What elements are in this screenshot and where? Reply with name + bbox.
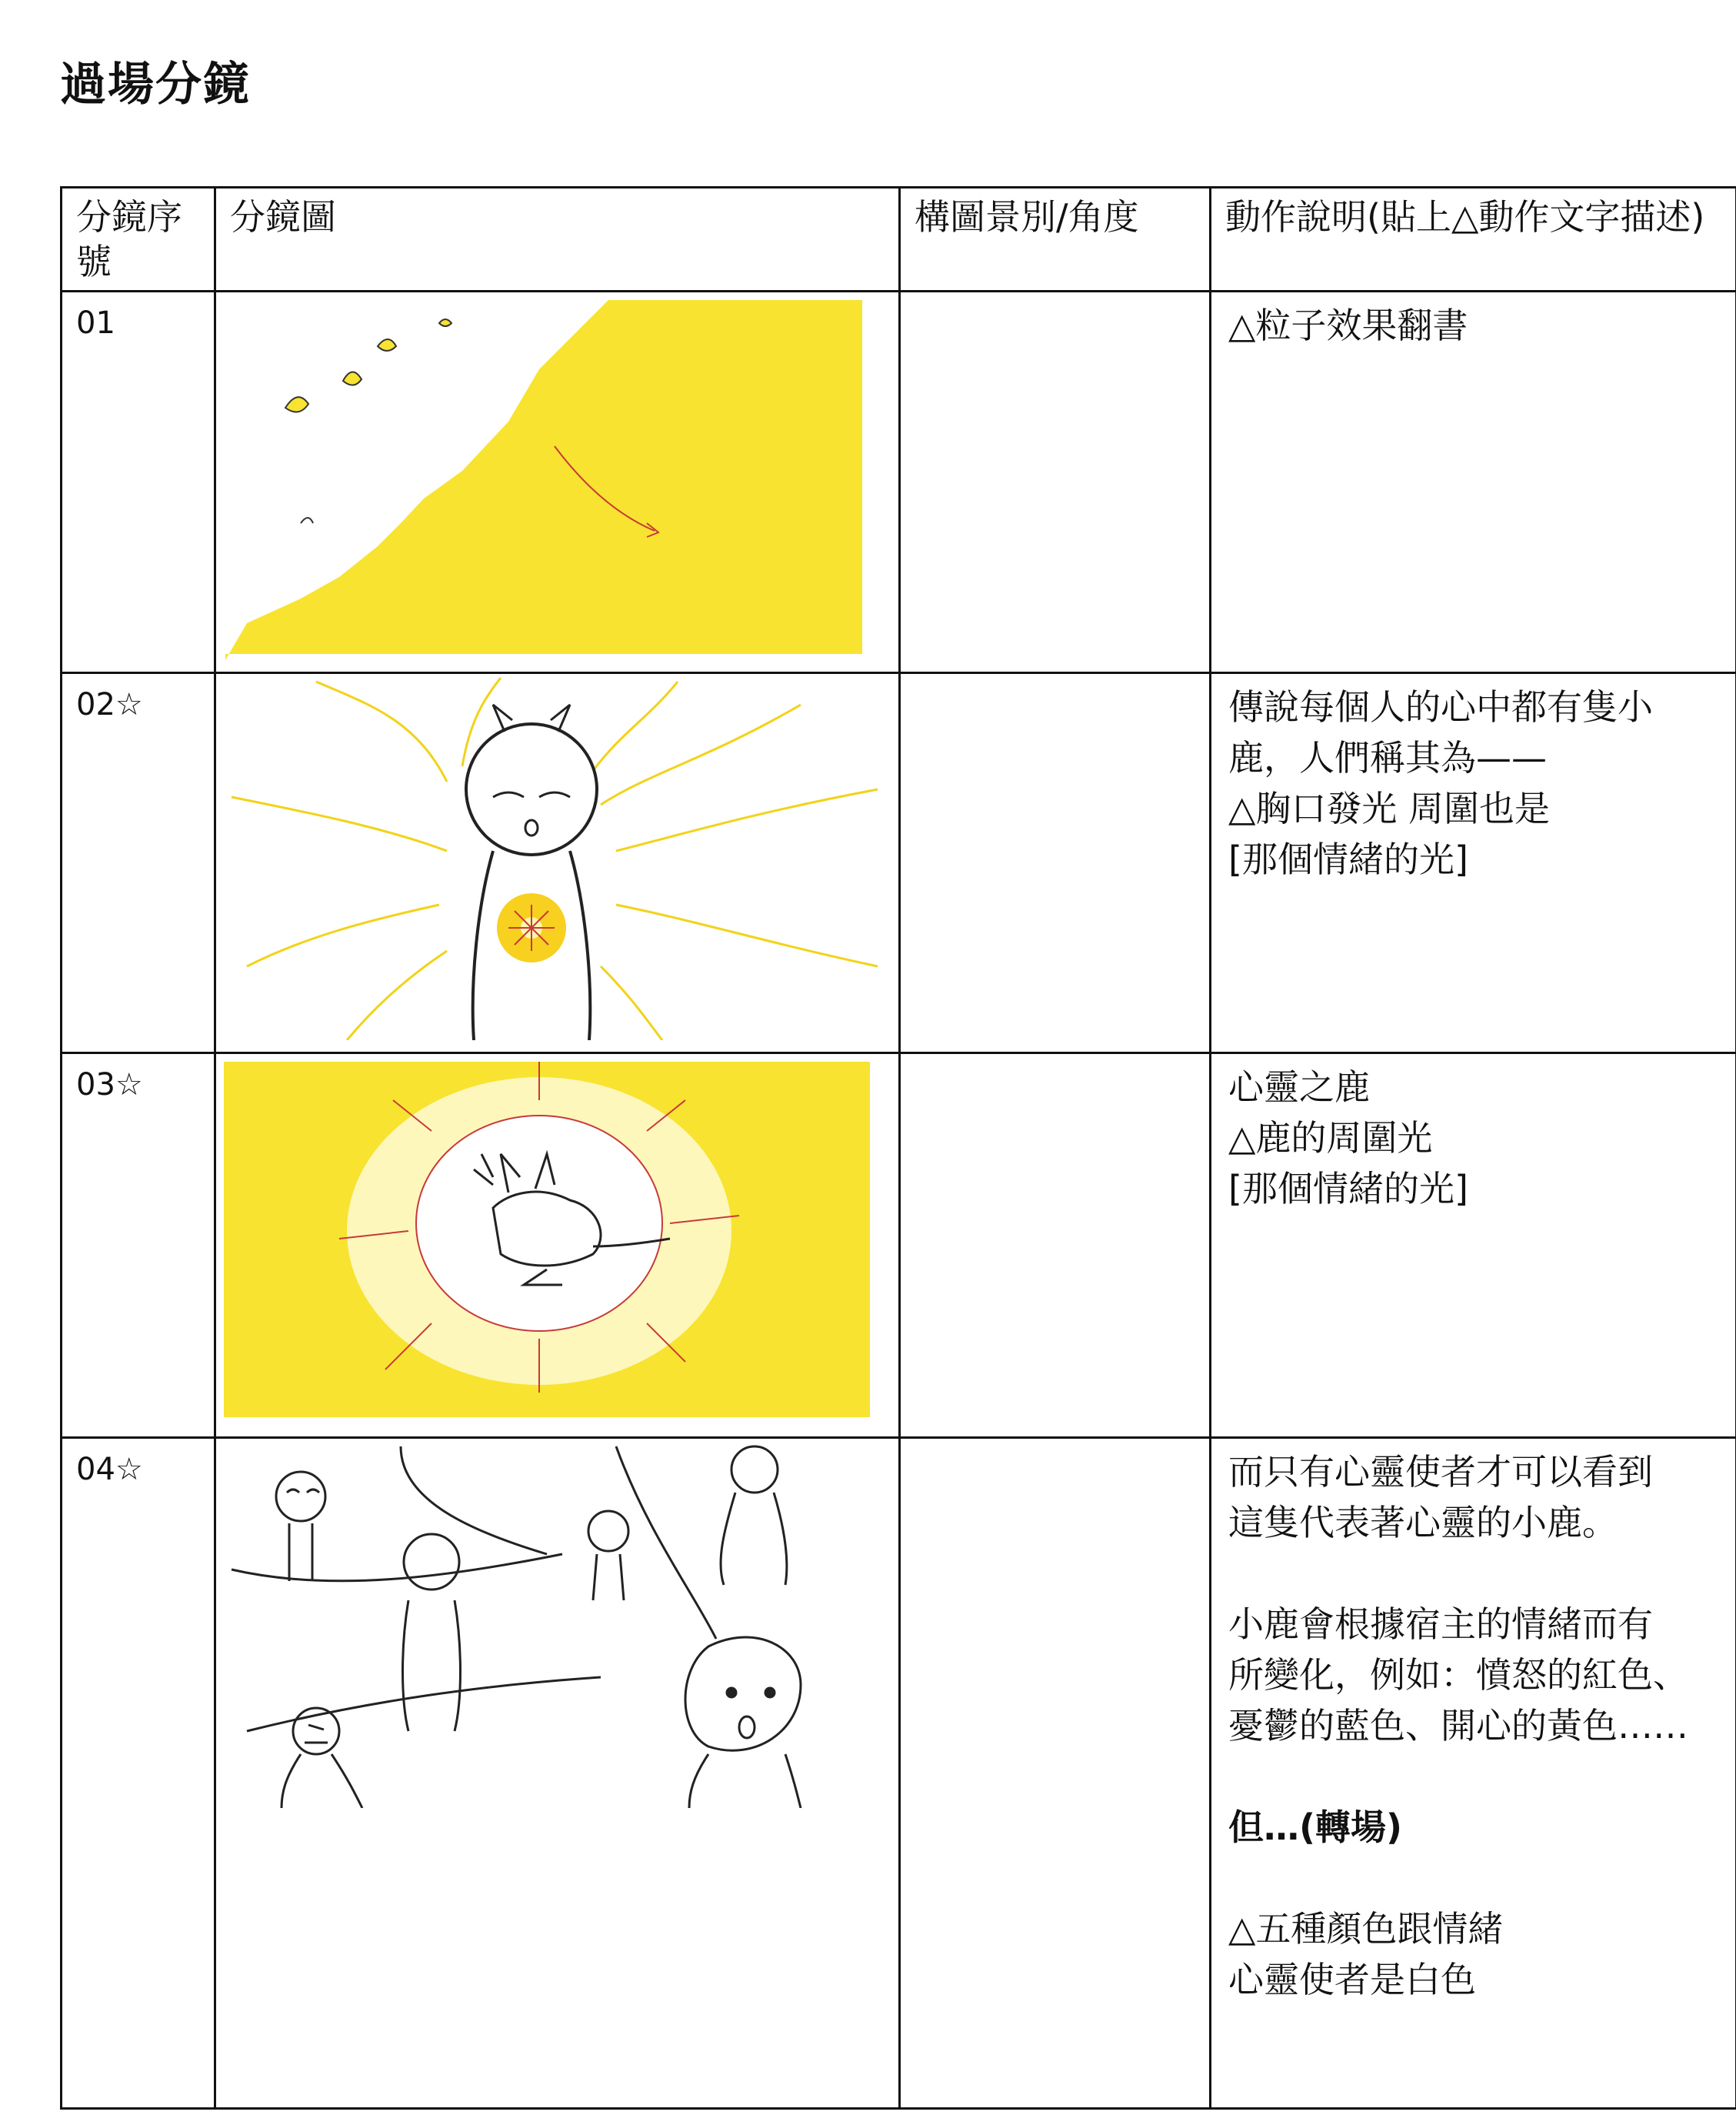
- composition-cell: [900, 1438, 1211, 2109]
- storyboard-image: [215, 292, 900, 673]
- table-row: [62, 1053, 1736, 1438]
- panel-03-sketch: [216, 1054, 879, 1425]
- action-line: △粒子效果翻書: [1228, 305, 1468, 346]
- action-cell: [1211, 1053, 1736, 1438]
- row-number: 02☆: [62, 673, 215, 1053]
- action-line: 小鹿會根據宿主的情緒而有: [1228, 1603, 1653, 1645]
- header-number: 分鏡序號: [62, 188, 215, 292]
- composition-cell: [900, 1053, 1211, 1438]
- row-number: 01: [62, 292, 215, 673]
- row-number: 04☆: [62, 1438, 215, 2109]
- action-line: △五種顏色跟情緒: [1228, 1908, 1504, 1950]
- action-line: 所變化，例如：憤怒的紅色、: [1228, 1654, 1688, 1696]
- spacer: [1228, 1853, 1718, 1903]
- action-line: 但…(轉場): [1228, 1806, 1403, 1848]
- table-row: [62, 673, 1736, 1053]
- action-cell: [1211, 673, 1736, 1053]
- action-line: △鹿的周圍光: [1228, 1117, 1433, 1159]
- header-action: 動作說明(貼上△動作文字描述): [1211, 188, 1736, 292]
- storyboard-image: [215, 673, 900, 1053]
- action-line: [那個情緒的光]: [1228, 1168, 1468, 1209]
- row-number: 03☆: [62, 1053, 215, 1438]
- storyboard-image: [215, 1438, 900, 2109]
- action-line: 這隻代表著心靈的小鹿。: [1228, 1502, 1618, 1543]
- table-row: [62, 292, 1736, 673]
- panel-02-sketch: [216, 674, 879, 1040]
- action-line: △胸口發光 周圍也是: [1228, 788, 1550, 829]
- spacer: [1228, 1751, 1718, 1802]
- action-cell: [1211, 292, 1736, 673]
- page-title: 過場分鏡: [60, 58, 251, 112]
- composition-cell: [900, 292, 1211, 673]
- spacer: [1228, 1548, 1718, 1599]
- action-line: 鹿，人們稱其為——: [1228, 737, 1547, 779]
- header-row: [62, 188, 1736, 292]
- action-line: 憂鬱的藍色、開心的黃色……: [1228, 1705, 1688, 1746]
- storyboard-table: [60, 186, 1736, 2110]
- action-cell: [1211, 1438, 1736, 2109]
- action-line: [那個情緒的光]: [1228, 839, 1468, 880]
- header-composition: 構圖景別/角度: [900, 188, 1211, 292]
- action-line: 心靈之鹿: [1228, 1066, 1370, 1108]
- action-line: 心靈使者是白色: [1228, 1959, 1476, 2000]
- panel-04-sketch: [216, 1439, 879, 1808]
- panel-01-sketch: [216, 292, 879, 660]
- header-image: 分鏡圖: [215, 188, 900, 292]
- action-line: 而只有心靈使者才可以看到: [1228, 1451, 1653, 1493]
- storyboard-image: [215, 1053, 900, 1438]
- table-row: [62, 1438, 1736, 2109]
- action-line: 傳說每個人的心中都有隻小: [1228, 686, 1653, 728]
- composition-cell: [900, 673, 1211, 1053]
